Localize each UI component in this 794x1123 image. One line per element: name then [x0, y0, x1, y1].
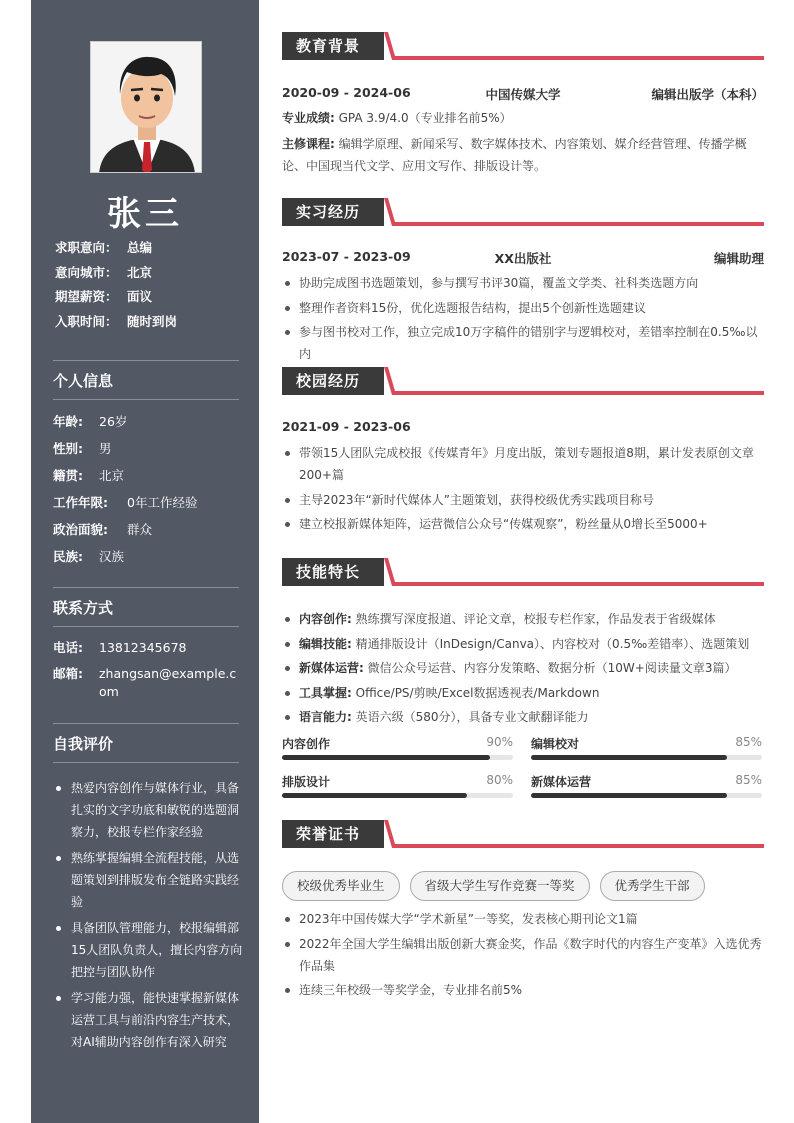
skill-key: 内容创作:: [299, 612, 352, 626]
intent-row: [55, 287, 177, 312]
info-key: 性别:: [53, 441, 83, 456]
education-score: [282, 107, 764, 129]
list-item: 建立校报新媒体矩阵，运营微信公众号“传媒观察”，粉丝量从0增长至5000+: [282, 513, 764, 535]
skill-bar-track: [282, 755, 513, 760]
skill-bar: [531, 735, 762, 765]
info-row: [53, 439, 197, 466]
skill-bar-track: [531, 793, 762, 798]
score-key: 专业成绩:: [282, 111, 335, 125]
intent-row: [55, 263, 177, 288]
info-key: 年龄:: [53, 414, 83, 429]
info-key: 政治面貌:: [53, 522, 108, 537]
honor-tag: 校级优秀毕业生: [282, 871, 400, 901]
intent-key: 意向城市：: [55, 264, 118, 280]
skill-value: Office/PS/剪映/Excel数据透视表/Markdown: [351, 685, 600, 700]
section-header-internship: [282, 198, 764, 228]
skill-bar-fill: [282, 793, 467, 798]
list-item: 2022年全国大学生编辑出版创新大赛金奖，作品《数字时代的内容生产变革》入选优秀作品集: [282, 933, 764, 977]
skill-value: 微信公众号运营、内容分发策略、数据分析（10W+阅读量文章3篇）: [363, 661, 737, 675]
section-header-skills: [282, 558, 764, 588]
info-row: [53, 520, 197, 547]
skill-bar-label: 排版设计: [282, 775, 331, 789]
list-item: 带领15人团队完成校报《传媒青年》月度出版，策划专题报道8期，累计发表原创文章200+篇: [282, 442, 764, 486]
courses-key: 主修课程:: [282, 137, 335, 151]
self-eval-list: [53, 777, 243, 1057]
intent-value: 面议: [127, 289, 153, 304]
section-header-honors: [282, 820, 764, 850]
candidate-name: 张三: [107, 194, 183, 234]
list-item: [282, 657, 764, 679]
skill-value: 熟练撰写深度报道、评论文章，校报专栏作家，作品发表于省级媒体: [351, 612, 716, 626]
info-value: 群众: [127, 522, 153, 537]
avatar: [90, 41, 202, 173]
skill-bar-label: 新媒体运营: [531, 775, 592, 789]
list-item: 具备团队管理能力，校报编辑部15人团队负责人，擅长内容方向把控与团队协作: [53, 917, 243, 983]
school-name: 中国传媒大学: [485, 87, 561, 102]
email-value: zhangsan@example.com: [99, 666, 237, 699]
internship-row: [282, 249, 764, 267]
honor-tag: 省级大学生写作竞赛一等奖: [410, 871, 590, 901]
intent-key: 求职意向：: [55, 240, 118, 255]
phone-key: 电话:: [53, 640, 83, 655]
skill-key: 新媒体运营:: [299, 661, 364, 675]
info-value: 26岁: [99, 414, 128, 429]
info-value: 男: [99, 441, 112, 456]
skill-bar-fill: [282, 755, 490, 760]
section-header-education: [282, 32, 764, 62]
skill-bar-track: [282, 793, 513, 798]
divider: [53, 360, 239, 361]
skill-value: 英语六级（580分），具备专业文献翻译能力: [351, 710, 589, 724]
skills-list: [282, 608, 764, 731]
info-value: 北京: [99, 468, 125, 483]
list-item: 热爱内容创作与媒体行业，具备扎实的文字功底和敏锐的选题洞察力，校报专栏作家经验: [53, 777, 243, 843]
section-header-campus: [282, 367, 764, 397]
skill-bar-fill: [531, 755, 727, 760]
phone-row: [53, 639, 239, 657]
list-item: 2023年中国传媒大学“学术新星”一等奖，发表核心期刊论文1篇: [282, 908, 764, 930]
score-value: GPA 3.9/4.0（专业排名前5%）: [334, 111, 512, 125]
skill-bar-fill: [531, 793, 727, 798]
honor-tags: [282, 871, 705, 901]
list-item: [282, 633, 764, 655]
section-title: 校园经历: [282, 367, 384, 395]
list-item: 协助完成图书选题策划，参与撰写书评30篇，覆盖文学类、社科类选题方向: [282, 272, 764, 294]
education-courses: [282, 133, 764, 177]
skill-key: 编辑技能:: [299, 636, 352, 651]
list-item: [282, 682, 764, 704]
section-title: 实习经历: [282, 198, 384, 226]
education-row: [282, 85, 764, 103]
intent-key: 期望薪资：: [55, 289, 118, 304]
contact-title: 联系方式: [53, 597, 239, 627]
skill-bar: [531, 773, 762, 803]
self-eval-title: 自我评价: [53, 733, 239, 763]
intent-row: [55, 238, 177, 263]
skill-bar-percent: 85%: [735, 735, 762, 749]
intent-row: [55, 312, 177, 337]
sidebar: [31, 0, 259, 1123]
honors-list: [282, 908, 764, 1004]
courses-value: 编辑学原理、新闻采写、数字媒体技术、内容策划、媒介经营管理、传播学概论、中国现当代文学、应用文写作、排版设计等。: [282, 137, 747, 173]
campus-row: [282, 419, 764, 434]
intent-value: 北京: [127, 264, 153, 280]
info-value: 汉族: [99, 549, 125, 564]
skill-bar: [282, 773, 513, 803]
intent-value: 随时到岗: [127, 313, 178, 329]
job-intent: [55, 238, 177, 336]
email-row: [53, 665, 239, 701]
internship-role: 编辑助理: [713, 251, 764, 266]
list-item: 整理作者资料15份，优化选题报告结构，提出5个创新性选题建议: [282, 297, 764, 319]
divider: [53, 587, 239, 588]
section-title: 荣誉证书: [282, 820, 384, 848]
skill-bar-percent: 80%: [486, 773, 513, 787]
contact-info: [53, 639, 239, 709]
info-key: 民族:: [53, 549, 83, 564]
personal-info: [53, 412, 197, 574]
list-item: [282, 608, 764, 630]
skill-bar-label: 内容创作: [282, 737, 331, 751]
internship-list: [282, 272, 764, 368]
skill-key: 语言能力:: [299, 710, 352, 724]
skill-bar-track: [531, 755, 762, 760]
list-item: 参与图书校对工作，独立完成10万字稿件的错别字与逻辑校对，差错率控制在0.5‰以内: [282, 321, 764, 365]
skill-bar-label: 编辑校对: [531, 737, 580, 751]
skill-value: 精通排版设计（InDesign/Canva）、内容校对（0.5‰差错率）、选题策划: [351, 636, 750, 651]
skill-bar: [282, 735, 513, 765]
intent-value: 总编: [127, 240, 153, 255]
list-item: [282, 706, 764, 728]
info-row: [53, 493, 197, 520]
info-value: 0年工作经验: [127, 495, 198, 510]
skill-bar-percent: 85%: [735, 773, 762, 787]
list-item: 学习能力强，能快速掌握新媒体运营工具与前沿内容生产技术，对AI辅助内容创作有深入研究: [53, 987, 243, 1053]
phone-value: 13812345678: [99, 640, 187, 655]
education-date: 2020-09 - 2024-06: [282, 85, 411, 100]
campus-date: 2021-09 - 2023-06: [282, 419, 411, 434]
section-title: 技能特长: [282, 558, 384, 586]
list-item: 主导2023年“新时代媒体人”主题策划，获得校级优秀实践项目称号: [282, 489, 764, 511]
list-item: 熟练掌握编辑全流程技能，从选题策划到排版发布全链路实践经验: [53, 847, 243, 913]
skill-key: 工具掌握:: [299, 685, 352, 700]
info-row: [53, 412, 197, 439]
info-row: [53, 547, 197, 574]
section-title: 教育背景: [282, 32, 384, 60]
list-item: 连续三年校级一等奖学金，专业排名前5%: [282, 979, 764, 1001]
internship-date: 2023-07 - 2023-09: [282, 249, 411, 264]
skill-bar-percent: 90%: [486, 735, 513, 749]
honor-tag: 优秀学生干部: [600, 871, 705, 901]
intent-key: 入职时间：: [55, 313, 118, 329]
info-key: 籍贯:: [53, 468, 83, 483]
info-key: 工作年限:: [53, 495, 108, 510]
divider: [53, 723, 239, 724]
internship-org: XX出版社: [494, 251, 552, 266]
campus-list: [282, 442, 764, 538]
info-row: [53, 466, 197, 493]
email-key: 邮箱:: [53, 666, 83, 681]
major: 编辑出版学（本科）: [651, 87, 764, 102]
personal-info-title: 个人信息: [53, 370, 239, 400]
